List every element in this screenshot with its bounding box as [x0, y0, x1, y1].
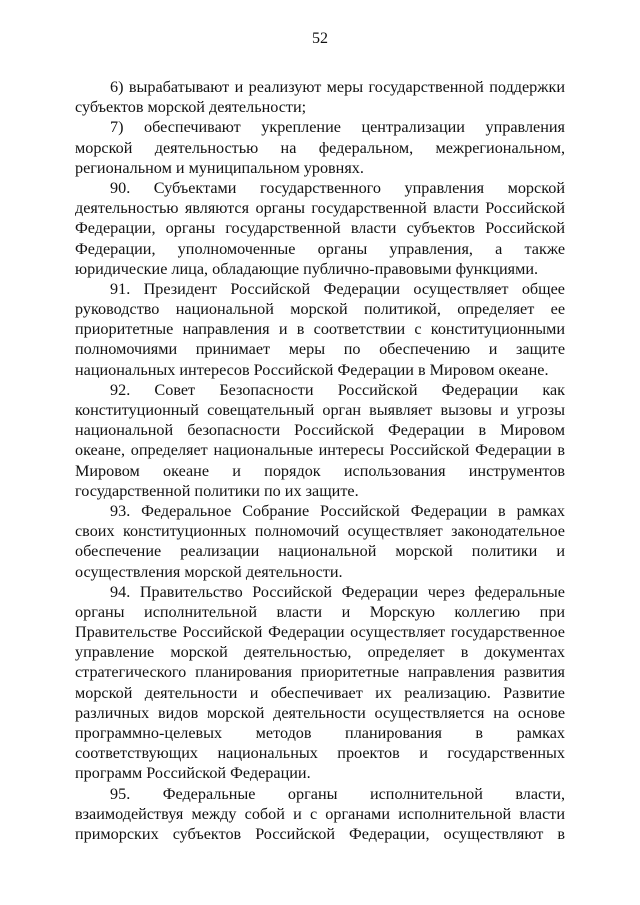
text-line: осуществления морской деятельности. [75, 562, 343, 581]
text-line: морской деятельности и обеспечивает их реализацию. Развитие [75, 683, 565, 702]
text-line: приморских субъектов Российской Федерации, осуществляют в [75, 824, 565, 843]
text-line: Мировом океане и порядок использования инструментов [75, 461, 565, 480]
page-number: 52 [312, 30, 328, 47]
text-line: Федерации, органы государственной власти субъектов Российской [75, 219, 565, 238]
text-line: субъектов морской деятельности; [75, 98, 307, 117]
text-line: национальных интересов Российской Федерации в Мировом океане. [75, 360, 549, 379]
text-line: 93. Федеральное Собрание Российской Федерации в рамках [110, 501, 565, 520]
text-line: обеспечение реализации национальной морской политики и [75, 542, 565, 561]
text-line: Правительстве Российской Федерации осуществляет государственное [75, 623, 565, 642]
text-line: своих конституционных полномочий осуществляет законодательное [75, 522, 565, 541]
paragraph [75, 77, 565, 117]
text-line: программ Российской Федерации. [75, 764, 311, 783]
text-line: 90. Субъектами государственного управления морской [110, 178, 565, 197]
paragraph [75, 178, 565, 279]
text-line: юридические лица, обладающие публично-правовыми функциями. [75, 259, 539, 278]
text-line: программно-целевых методов планирования в рамках [75, 724, 565, 742]
text-line: 92. Совет Безопасности Российской Федерации как [110, 380, 565, 399]
text-line: 94. Правительство Российской Федерации через федеральные [110, 582, 565, 601]
text-line: конституционный совещательный орган выявляет вызовы и угрозы [75, 401, 565, 419]
paragraph [75, 279, 565, 380]
text-line: стратегического планирования приоритетные направления развития [75, 663, 565, 682]
text-line: управление морской деятельностью, определяет в документах [75, 643, 565, 662]
paragraph [75, 117, 565, 178]
paragraph [75, 582, 565, 784]
text-line: 91. Президент Российской Федерации осуществляет общее [110, 279, 565, 298]
text-line: 6) вырабатывают и реализуют меры государственной поддержки [110, 78, 565, 96]
text-line: соответствующих национальных проектов и государственных [75, 744, 565, 763]
text-line: руководство национальной морской политикой, определяет ее [75, 300, 565, 319]
text-line: приоритетные направления и в соответствии с конституционными [75, 320, 565, 339]
text-line: национальной безопасности Российской Федерации в Мировом [75, 421, 565, 440]
paragraph [75, 380, 565, 501]
document-body [75, 77, 565, 844]
text-line: деятельностью являются органы государственной власти Российской [75, 199, 565, 218]
text-line: региональном и муниципальном уровнях. [75, 158, 364, 177]
text-line: полномочиями принимает меры по обеспечению и защите [75, 340, 565, 359]
text-line: 7) обеспечивают укрепление централизации управления [110, 118, 565, 137]
paragraph [75, 501, 565, 582]
paragraph [75, 784, 565, 845]
text-line: Федерации, уполномоченные органы управления, а также [75, 239, 565, 258]
text-line: взаимодействуя между собой и с органами исполнительной власти [75, 804, 565, 823]
text-line: органы исполнительной власти и Морскую коллегию при [75, 602, 565, 621]
text-line: 95. Федеральные органы исполнительной власти, [110, 784, 565, 803]
text-line: различных видов морской деятельности осуществляется на основе [75, 703, 565, 722]
text-line: морской деятельностью на федеральном, межрегиональном, [75, 138, 565, 157]
text-line: государственной политики по их защите. [75, 481, 359, 500]
text-line: океане, определяет национальные интересы Российской Федерации в [75, 441, 565, 460]
